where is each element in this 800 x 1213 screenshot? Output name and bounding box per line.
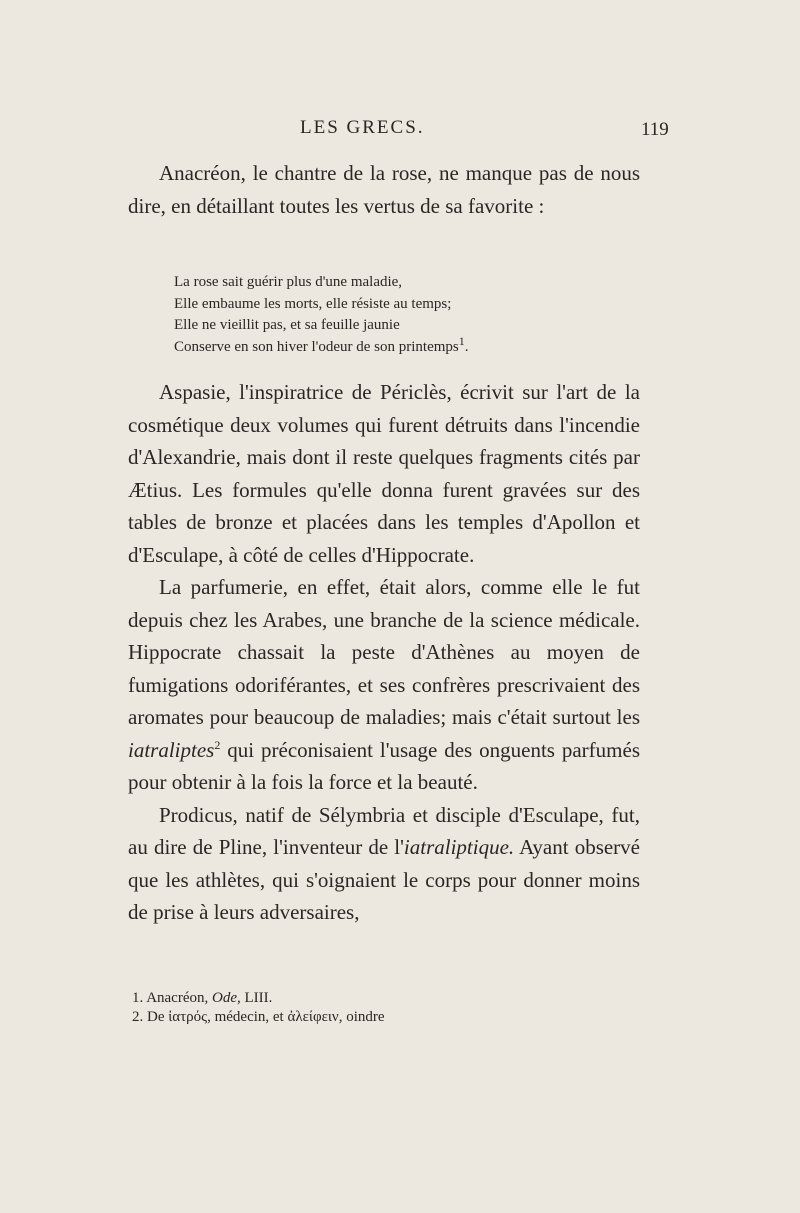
- paragraph-text: La parfumerie, en effet, était alors, comme elle le fut depuis chez les Arabes, une branche de la science médicale. Hippocrate chassait la peste d'Athènes au moyen de fumigations odoriférantes, et ses confrères prescrivaient des aromates pour beaucoup de maladies; mais c'était surtout les: [128, 575, 640, 729]
- verse-line: Elle ne vieillit pas, et sa feuille jaunie: [174, 317, 400, 333]
- footnote-italic: Ode,: [212, 990, 241, 1006]
- verse-line: Elle embaume les morts, elle résiste au temps;: [174, 295, 452, 312]
- footnote-text: Anacréon,: [146, 990, 209, 1006]
- verse-line: La rose sait guérir plus d'une maladie,: [174, 274, 403, 290]
- running-title: LES GRECS.: [300, 117, 425, 138]
- paragraph-text: qui préconisaient l'usage des onguents parfumés pour obtenir à la fois la force et la beauté.: [128, 737, 640, 794]
- paragraph: Aspasie, l'inspiratrice de Périclès, écrivit sur l'art de la cosmétique deux volumes qui furent détruits dans l'incendie d'Alexandrie, mais dont il reste quelques fragments cités par Ætius. Les formules qu'elle donna furent gravées sur des tables de bronze et placées dans les temples d'Apollon et d'Esculape, à côté de celles d'Hippocrate.: [128, 380, 640, 567]
- verse-line-end: .: [464, 338, 469, 355]
- footnote-number: 2.: [132, 1009, 144, 1025]
- footnotes: [132, 989, 612, 1027]
- paragraph: [128, 571, 640, 799]
- verse-line-text: Conserve en son hiver l'odeur de son printemps: [174, 338, 459, 355]
- verse-quote: [174, 272, 594, 358]
- footnote: [132, 1008, 612, 1027]
- footnote-number: 1.: [132, 990, 144, 1006]
- paragraph-text: Ayant observé que les athlètes, qui s'oignaient le corps pour donner moins de prise à leurs adversaires,: [128, 835, 640, 924]
- italic-term: iatraliptique.: [403, 835, 515, 859]
- verse-line: [174, 333, 594, 359]
- footnote-ref: 2: [214, 737, 221, 752]
- page-header: [0, 117, 800, 145]
- body-text: [128, 157, 640, 222]
- paragraph: [128, 799, 640, 929]
- paragraph-text: Prodicus, natif de Sélymbria et disciple d'Esculape, fut, au dire de Pline, l'inventeur de l': [128, 802, 640, 859]
- page-number: 119: [641, 119, 669, 140]
- footnote: [132, 989, 612, 1008]
- italic-term: iatraliptes: [128, 737, 215, 762]
- footnote-text: De ἰατρός, médecin, et ἀλείφειν, oindre: [147, 1009, 385, 1025]
- paragraph: Anacréon, le chantre de la rose, ne manque pas de nous dire, en détaillant toutes les vertus de sa favorite :: [128, 161, 640, 218]
- body-text: [128, 376, 640, 929]
- footnote-text: LIII.: [244, 990, 273, 1006]
- footnote-ref: 1: [458, 333, 465, 348]
